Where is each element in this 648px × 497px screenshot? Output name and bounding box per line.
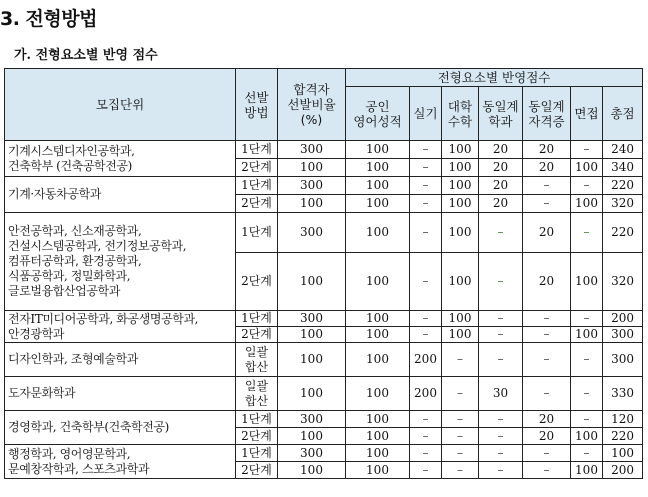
score-cell: – [523,462,571,479]
total-cell: 240 [603,141,643,159]
header-practical: 실기 [410,87,442,141]
score-cell: 100 [346,141,410,159]
score-cell: – [479,411,523,428]
method-cell: 2단계 [236,159,278,177]
method-cell: 1단계 [236,311,278,327]
header-math: 대학 수학 [442,87,479,141]
unit-name: 행정학과, 영어영문학과, 문예창작학과, 스포츠과학과 [5,445,236,479]
score-cell: 20 [479,159,523,177]
score-cell: 300 [278,213,346,253]
score-cell: 100 [442,195,479,213]
score-cell: – [571,343,603,377]
score-cell: – [523,377,571,411]
table-row [5,445,643,462]
total-cell: 330 [603,377,643,411]
table-row [5,213,643,253]
score-cell: 20 [479,195,523,213]
score-cell: 100 [346,327,410,343]
score-cell: – [523,445,571,462]
score-cell: 100 [571,327,603,343]
score-cell: 100 [278,253,346,311]
score-cell: 300 [278,445,346,462]
score-cell: 100 [278,343,346,377]
score-cell: – [410,311,442,327]
score-cell: 100 [442,159,479,177]
total-cell: 340 [603,159,643,177]
score-cell: – [523,327,571,343]
header-english: 공인 영어성적 [346,87,410,141]
total-cell: 300 [603,343,643,377]
total-cell: 120 [603,411,643,428]
score-cell: 300 [278,177,346,195]
score-cell: 200 [410,377,442,411]
score-cell: 100 [346,411,410,428]
method-cell: 1단계 [236,445,278,462]
score-cell: – [442,377,479,411]
score-cell: 100 [278,377,346,411]
total-cell: 200 [603,462,643,479]
score-cell: – [523,311,571,327]
score-cell: – [479,253,523,311]
score-cell: – [571,311,603,327]
header-ratio: 합격자 선발비율 (%) [278,69,346,141]
score-cell: 100 [346,377,410,411]
score-cell: 100 [278,462,346,479]
score-cell: – [410,445,442,462]
score-cell: 100 [278,195,346,213]
score-cell: – [571,411,603,428]
header-same-cert: 동일계 자격증 [523,87,571,141]
score-cell: 100 [278,159,346,177]
score-cell: 100 [571,462,603,479]
total-cell: 320 [603,195,643,213]
method-cell: 2단계 [236,327,278,343]
score-cell: 100 [571,195,603,213]
total-cell: 100 [603,445,643,462]
method-cell: 일괄 합산 [236,343,278,377]
subsection-heading: 가. 전형요소별 반영 점수 [14,48,158,63]
score-cell: – [479,327,523,343]
score-cell: 100 [571,428,603,445]
table-row [5,177,643,195]
section-heading: 3. 전형방법 [0,8,97,30]
score-cell: 100 [346,428,410,445]
score-cell: – [410,141,442,159]
score-cell: – [479,462,523,479]
score-table [4,68,643,479]
total-cell: 220 [603,428,643,445]
score-cell: 20 [479,141,523,159]
score-cell: – [571,377,603,411]
score-cell: – [571,177,603,195]
score-cell: – [571,213,603,253]
score-cell: 20 [523,159,571,177]
header-method: 선발 방법 [236,69,278,141]
score-cell: – [523,177,571,195]
table-row [5,377,643,411]
score-cell: – [523,195,571,213]
score-cell: 300 [278,141,346,159]
unit-name: 디자인학과, 조형예술학과 [5,343,236,377]
header-unit: 모집단위 [5,69,236,141]
score-cell: 100 [442,327,479,343]
score-cell: 100 [442,141,479,159]
score-cell: – [410,213,442,253]
method-cell: 일괄 합산 [236,377,278,411]
unit-name: 기계시스템디자인공학과, 건축학부 (건축공학전공) [5,141,236,177]
table-row [5,411,643,428]
score-cell: – [442,411,479,428]
score-cell: 20 [523,411,571,428]
score-cell: 100 [346,445,410,462]
method-cell: 2단계 [236,428,278,445]
score-cell: – [479,343,523,377]
score-cell: – [410,462,442,479]
score-cell: 100 [571,159,603,177]
method-cell: 1단계 [236,177,278,195]
score-cell: 100 [346,462,410,479]
score-cell: 100 [346,177,410,195]
unit-name: 경영학과, 건축학부(건축학전공) [5,411,236,445]
unit-name: 전자IT미디어공학과, 화공생명공학과, 안경광학과 [5,311,236,343]
header-score-group: 전형요소별 반영점수 [346,69,643,87]
score-cell: – [479,428,523,445]
table-row [5,141,643,159]
score-cell: 100 [346,213,410,253]
score-cell: – [410,253,442,311]
table-body [5,141,643,479]
table-row [5,343,643,377]
total-cell: 200 [603,311,643,327]
score-cell: 300 [278,411,346,428]
method-cell: 2단계 [236,462,278,479]
method-cell: 1단계 [236,213,278,253]
method-cell: 1단계 [236,411,278,428]
score-cell: – [410,159,442,177]
score-cell: 100 [346,159,410,177]
score-cell: 100 [442,177,479,195]
score-cell: – [479,213,523,253]
score-cell: – [410,327,442,343]
score-cell: 100 [278,428,346,445]
score-cell: 100 [571,253,603,311]
total-cell: 300 [603,327,643,343]
header-same-dept: 동일계 학과 [479,87,523,141]
method-cell: 1단계 [236,141,278,159]
score-cell: 300 [278,311,346,327]
total-cell: 220 [603,177,643,195]
score-cell: 20 [523,141,571,159]
unit-name: 기계·자동차공학과 [5,177,236,213]
score-cell: – [410,177,442,195]
unit-name: 도자문화학과 [5,377,236,411]
score-cell: 200 [410,343,442,377]
score-cell: 20 [523,428,571,445]
method-cell: 2단계 [236,253,278,311]
score-cell: – [410,411,442,428]
unit-name: 안전공학과, 신소재공학과, 건설시스템공학과, 전기정보공학과, 컴퓨터공학과, 환경공학과, 식품공학과, 정밀화학과, 글로벌융합산업공학과 [5,213,236,311]
score-cell: 100 [346,343,410,377]
score-cell: – [442,445,479,462]
score-cell: 20 [523,213,571,253]
score-cell: 100 [442,253,479,311]
score-cell: – [523,343,571,377]
total-cell: 220 [603,213,643,253]
score-cell: 20 [523,253,571,311]
score-cell: – [410,428,442,445]
method-cell: 2단계 [236,195,278,213]
total-cell: 320 [603,253,643,311]
score-cell: – [479,445,523,462]
score-cell: 100 [346,253,410,311]
score-cell: – [571,141,603,159]
score-cell: – [571,445,603,462]
table-row [5,311,643,327]
score-cell: 30 [479,377,523,411]
score-cell: – [479,311,523,327]
score-cell: 100 [346,195,410,213]
score-cell: 100 [442,311,479,327]
score-cell: – [410,195,442,213]
score-cell: – [442,462,479,479]
score-cell: 100 [278,327,346,343]
score-cell: – [442,428,479,445]
score-cell: 20 [479,177,523,195]
score-cell: 100 [346,311,410,327]
header-total: 총점 [603,87,643,141]
header-interview: 면접 [571,87,603,141]
score-cell: – [442,343,479,377]
score-cell: 100 [442,213,479,253]
